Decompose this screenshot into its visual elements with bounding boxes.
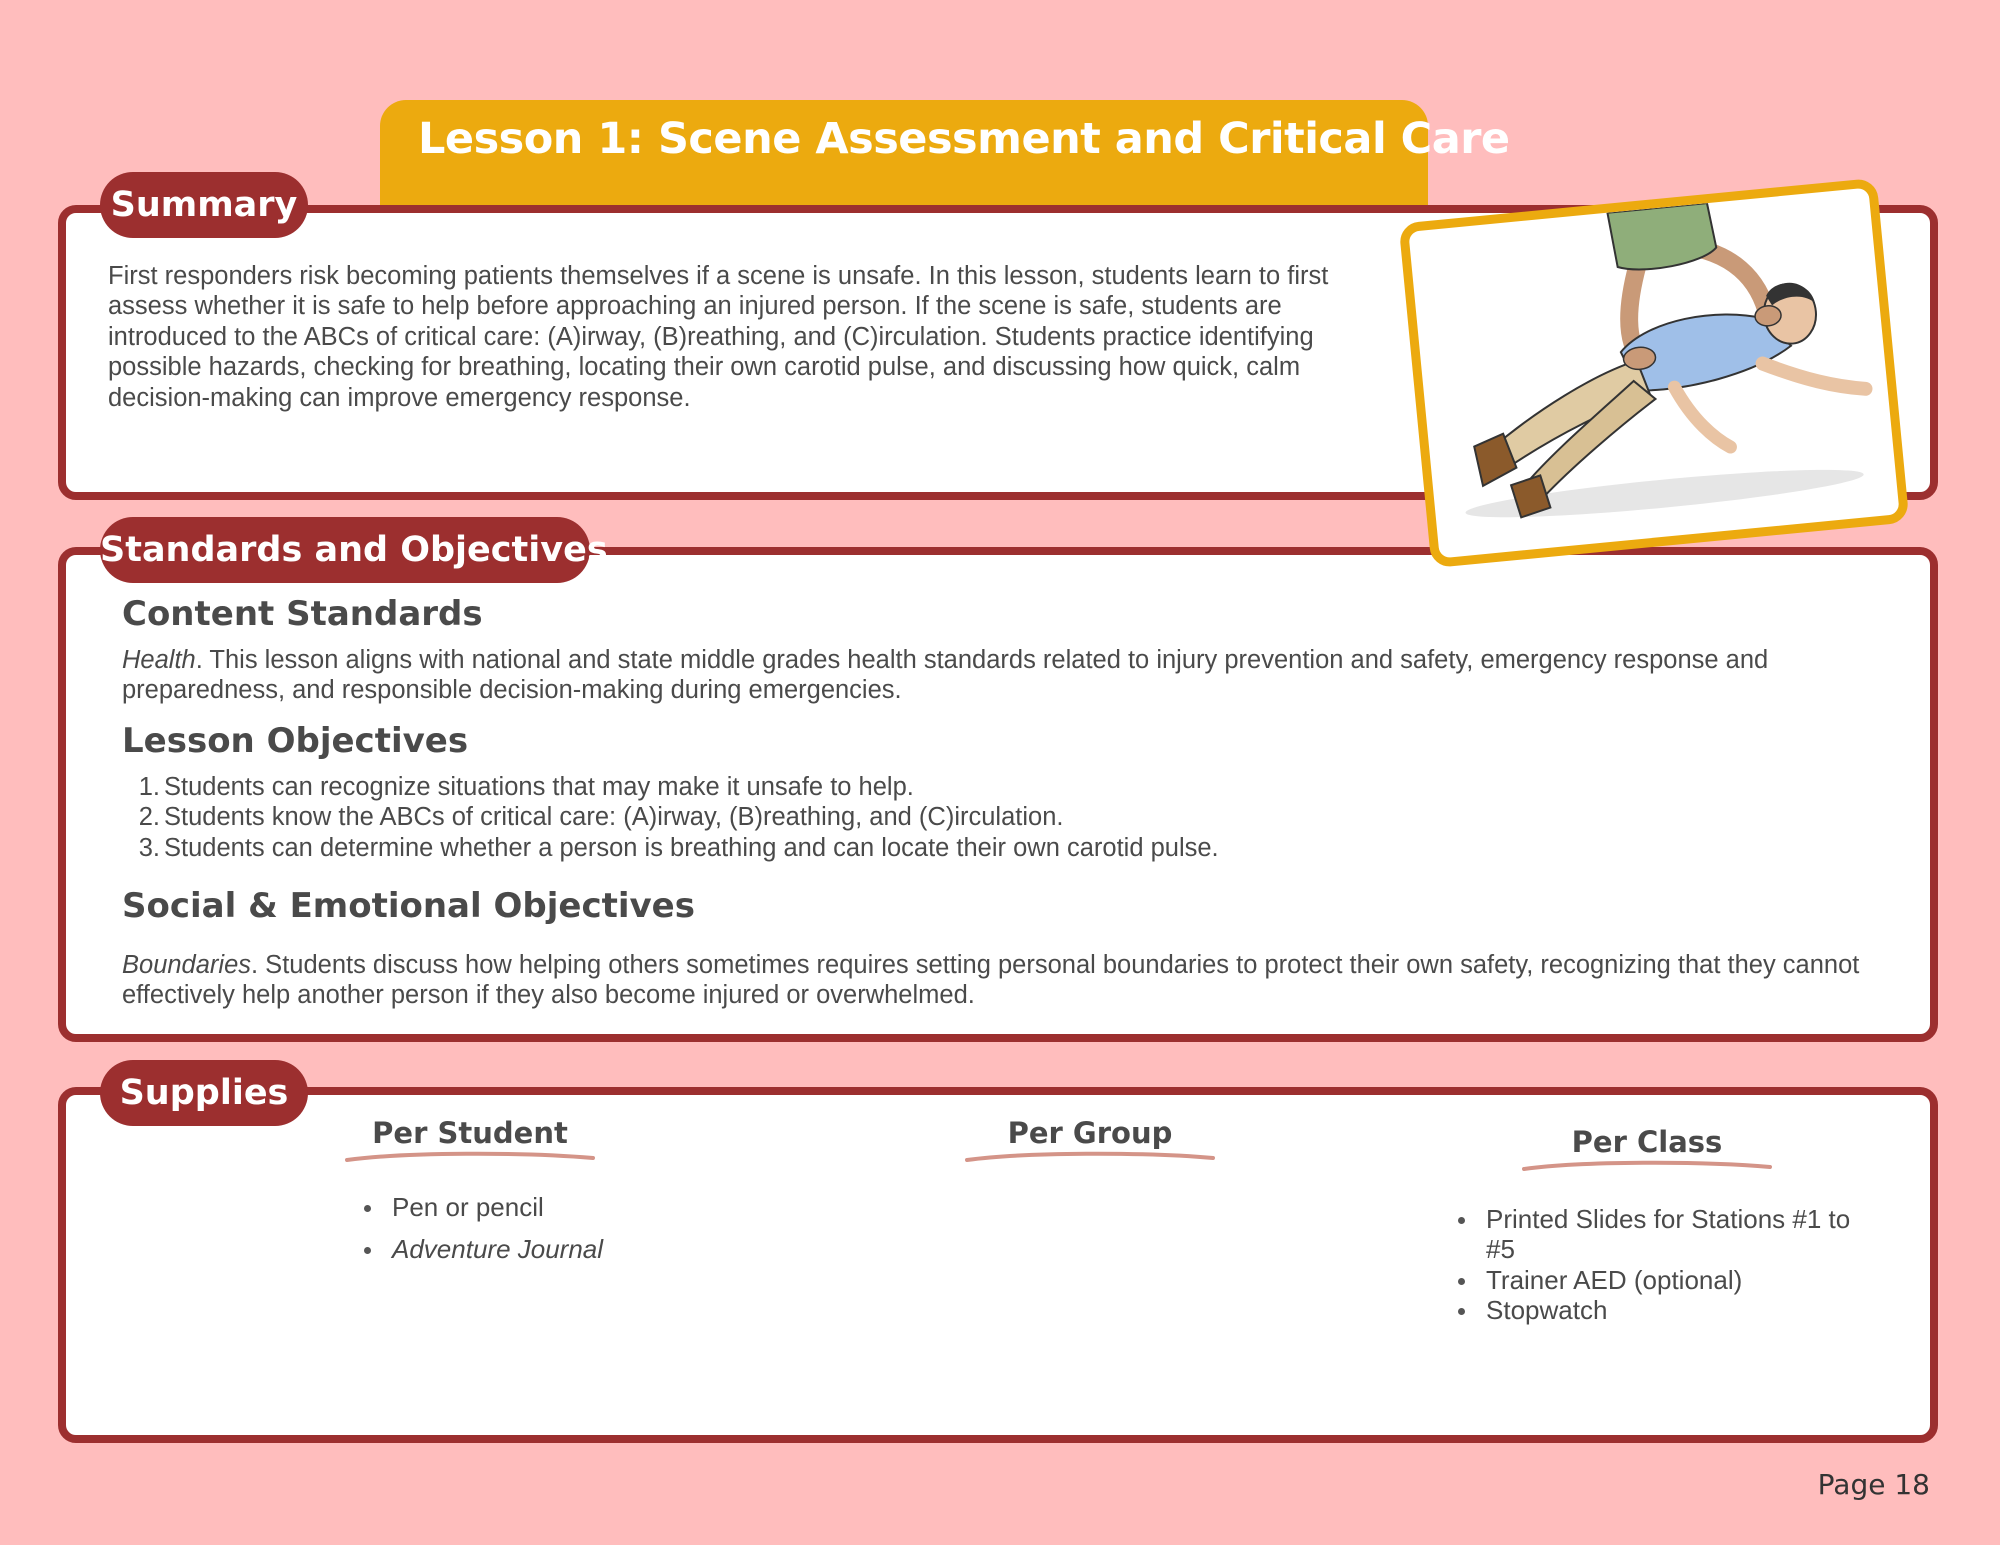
per-student-underline <box>345 1150 595 1164</box>
per-student-list <box>360 1192 603 1277</box>
per-student-heading: Per Student <box>372 1116 568 1150</box>
list-item: Pen or pencil <box>360 1192 603 1222</box>
list-item: Stopwatch <box>1454 1295 1874 1325</box>
recovery-position-illustration <box>1399 178 1910 568</box>
list-item: Adventure Journal <box>360 1234 603 1264</box>
sel-objectives-text <box>122 950 1882 1011</box>
lesson-objectives-list <box>132 772 1219 863</box>
list-item: Trainer AED (optional) <box>1454 1265 1874 1295</box>
page-number: Page 18 <box>1817 1468 1930 1501</box>
sel-objectives-body: . Students discuss how helping others sometimes requires setting personal boundaries to protect their own safety, recognizing that they cannot effectively help another person if they also become injured or overwhelmed. <box>122 951 1860 1010</box>
sel-objectives-lead: Boundaries <box>122 951 252 979</box>
sel-objectives-heading: Social & Emotional Objectives <box>122 886 695 926</box>
summary-label: Summary <box>100 172 308 238</box>
list-item: 1. Students can recognize situations that may make it unsafe to help. <box>138 773 914 801</box>
content-standards-lead: Health <box>122 646 196 674</box>
list-item: 3. Students can determine whether a person is breathing and can locate their own carotid pulse. <box>138 833 1219 862</box>
per-group-underline <box>965 1150 1215 1164</box>
lesson-objectives-heading: Lesson Objectives <box>122 721 469 761</box>
list-item: 2. Students know the ABCs of critical care: (A)irway, (B)reathing, and (C)irculation. <box>138 803 1064 832</box>
lesson-title: Lesson 1: Scene Assessment and Critical Care <box>418 114 1510 164</box>
summary-text: First responders risk becoming patients themselves if a scene is unsafe. In this lesson, students learn to first assess whether it is safe to help before approaching an injured person. If the scene is safe, students are introduced to the ABCs of critical care: (A)irway, (B)reathing, and (C)irculation. Students practice identifying possible hazards, checking for breathing, locating their own carotid pulse, and discussing how quick, calm decision-making can improve emergency response. <box>108 262 1329 412</box>
per-class-list <box>1454 1204 1874 1326</box>
standards-label: Standards and Objectives <box>100 517 590 583</box>
recovery-position-drawing <box>1408 188 1899 559</box>
supplies-label: Supplies <box>100 1060 308 1126</box>
content-standards-heading: Content Standards <box>122 594 483 634</box>
per-class-heading: Per Class <box>1571 1125 1723 1159</box>
content-standards-body: . This lesson aligns with national and state middle grades health standards related to injury prevention and safety, emergency response and preparedness, and responsible decision-making during emergencies. <box>122 646 1769 705</box>
per-class-underline <box>1522 1159 1772 1173</box>
lesson-title-tab <box>380 100 1510 212</box>
list-item: Printed Slides for Stations #1 to #5 <box>1454 1204 1874 1265</box>
content-standards-text <box>122 645 1882 706</box>
per-group-heading: Per Group <box>1007 1116 1173 1150</box>
